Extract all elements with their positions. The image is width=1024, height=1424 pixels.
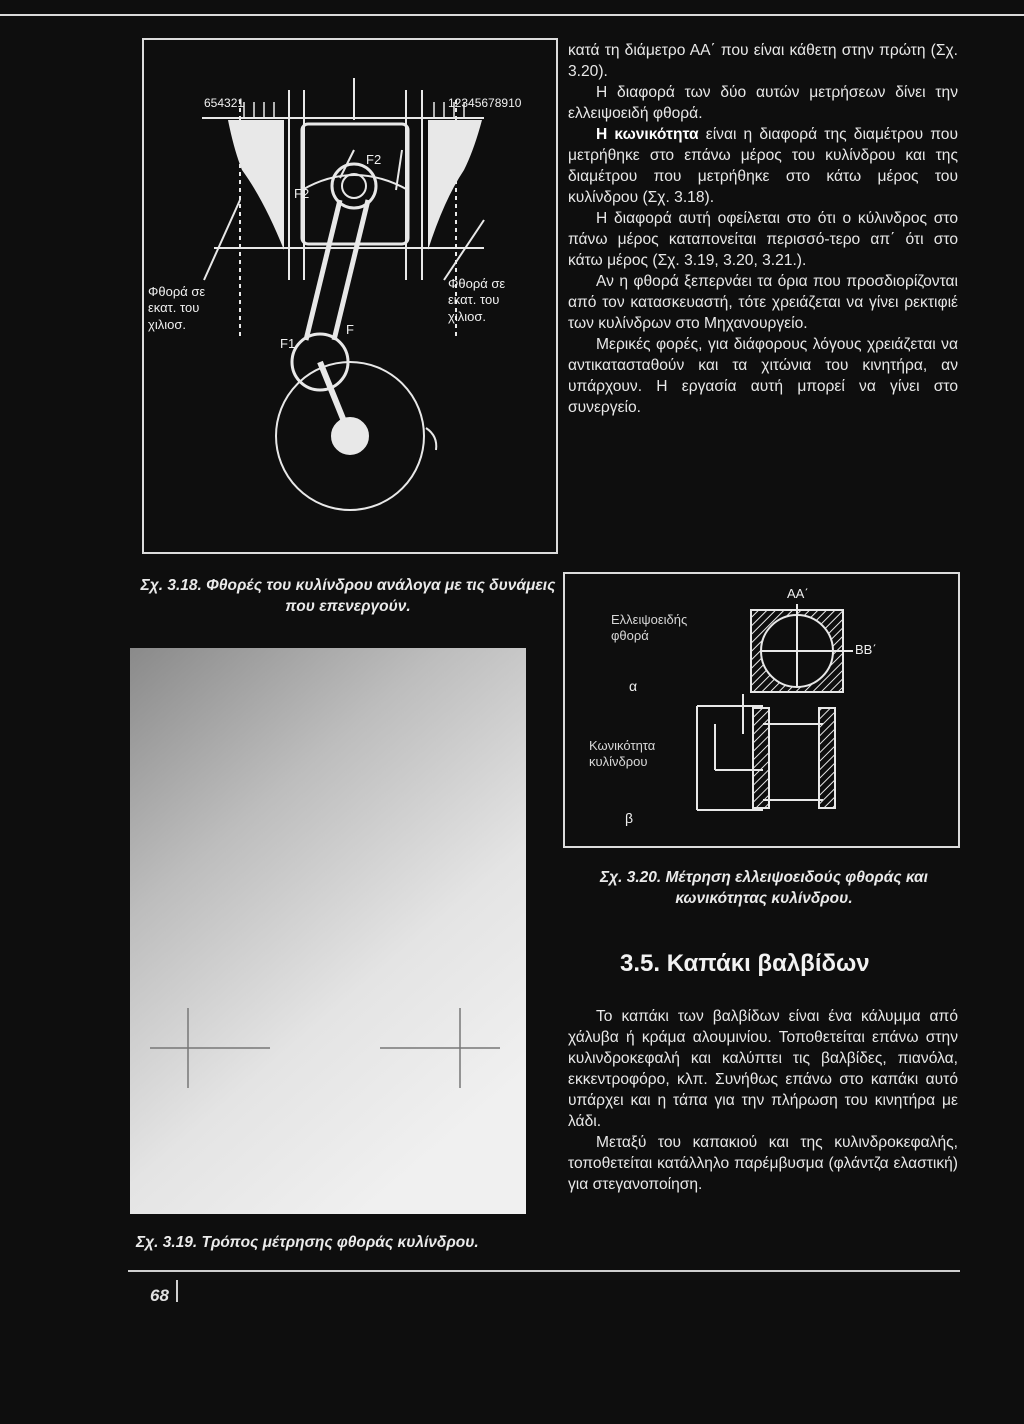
figure-3-20 — [563, 572, 960, 848]
paragraph-5: Αν η φθορά ξεπερνάει τα όρια που προσδιορίζονται από τον κατασκευαστή, τότε χρειάζεται να γίνει ρεκτιφιέ των κυλίνδρων στο Μηχανουργείο. — [568, 273, 958, 332]
figure-3-20-caption: Σχ. 3.20. Μέτρηση ελλειψοειδούς φθοράς και κωνικότητας κυλίνδρου. — [600, 869, 928, 907]
paragraph-6: Μερικές φορές, για διάφορους λόγους χρειάζεται να αντικατασταθούν και τα χιτώνια του κινητήρα, αν υπάρχουν. Η εργασία αυτή μπορεί να γίνει στο συνεργείο. — [568, 336, 958, 416]
scale-left: 654321 — [204, 96, 245, 110]
force-f2-left: F2 — [294, 186, 310, 201]
term-taper: Η κωνικότητα — [596, 126, 699, 143]
force-f1: F1 — [280, 336, 296, 351]
paragraph-1: κατά τη διάμετρο ΑΑ΄ που είναι κάθετη στην πρώτη (Σχ. 3.20). — [568, 42, 958, 80]
section-paragraph-2: Μεταξύ του καπακιού και της κυλινδροκεφαλής, τοποθετείται κατάλληλο παρέμβυσμα (φλάντζα ελαστική) για στεγανοποίηση. — [568, 1134, 958, 1193]
force-f-right: F — [346, 322, 354, 337]
figure-3-18 — [142, 38, 558, 554]
force-f2-top: F2 — [366, 152, 382, 167]
paragraph-3 — [568, 124, 958, 208]
label-aa: ΑΑ΄ — [787, 586, 809, 601]
scale-right: 12345678910 — [448, 96, 522, 110]
bottom-rule — [128, 1270, 960, 1272]
figure-3-19-photo — [130, 648, 526, 1214]
marker-alpha: α — [629, 678, 638, 694]
page-number-rule — [176, 1280, 178, 1302]
section-paragraph-1: Το καπάκι των βαλβίδων είναι ένα κάλυμμα από χάλυβα ή κράμα αλουμινίου. Τοποθετείται επάνω στην κυλινδροκεφαλή και καλύπτει τις βαλβίδες, πιανόλα, εκκεντροφόρο, κλπ. Συνήθως επάνω στο καπάκι αυτό υπάρχει και η τάπα για την πλήρωση του κινητήρα με λάδι. — [568, 1008, 958, 1130]
page-number: 68 — [150, 1286, 169, 1305]
text-block-top — [568, 40, 958, 418]
paragraph-4: Η διαφορά αυτή οφείλεται στο ότι ο κύλινδρος στο πάνω μέρος καταπονείται περισσό-τερο απ΄ ότι στο κάτω μέρος (Σχ. 3.19, 3.20, 3.21.). — [568, 210, 958, 269]
label-taper: Κωνικότητα κυλίνδρου — [589, 738, 656, 770]
marker-beta: β — [625, 810, 634, 826]
text-block-section — [568, 1006, 958, 1195]
label-bb: ΒΒ΄ — [855, 642, 877, 657]
section-heading: 3.5. Καπάκι βαλβίδων — [620, 950, 870, 977]
top-rule — [0, 14, 1024, 16]
cylinder-measurement-photo — [130, 648, 526, 1214]
wear-label-right: Φθορά σε εκατ. του χιλιοσ. — [448, 276, 506, 324]
figure-3-18-caption: Σχ. 3.18. Φθορές του κυλίνδρου ανάλογα με τις δυνάμεις που επενεργούν. — [140, 577, 556, 615]
figure-3-19-caption: Σχ. 3.19. Τρόπος μέτρησης φθοράς κυλίνδρου. — [136, 1234, 479, 1251]
paragraph-2: Η διαφορά των δύο αυτών μετρήσεων δίνει την ελλειψοειδή φθορά. — [568, 84, 958, 122]
paragraph-3-text: είναι η διαφορά της διαμέτρου που μετρήθηκε στο επάνω μέρος του κυλίνδρου και της διαμέτρου που μετρήθηκε στο κάτω μέρος του κυλίνδρου (Σχ. 3.18). — [568, 126, 958, 206]
label-ellipse-wear: Ελλειψοειδής φθορά — [611, 612, 688, 644]
wear-label-left: Φθορά σε εκατ. του χιλιοσ. — [148, 284, 206, 332]
